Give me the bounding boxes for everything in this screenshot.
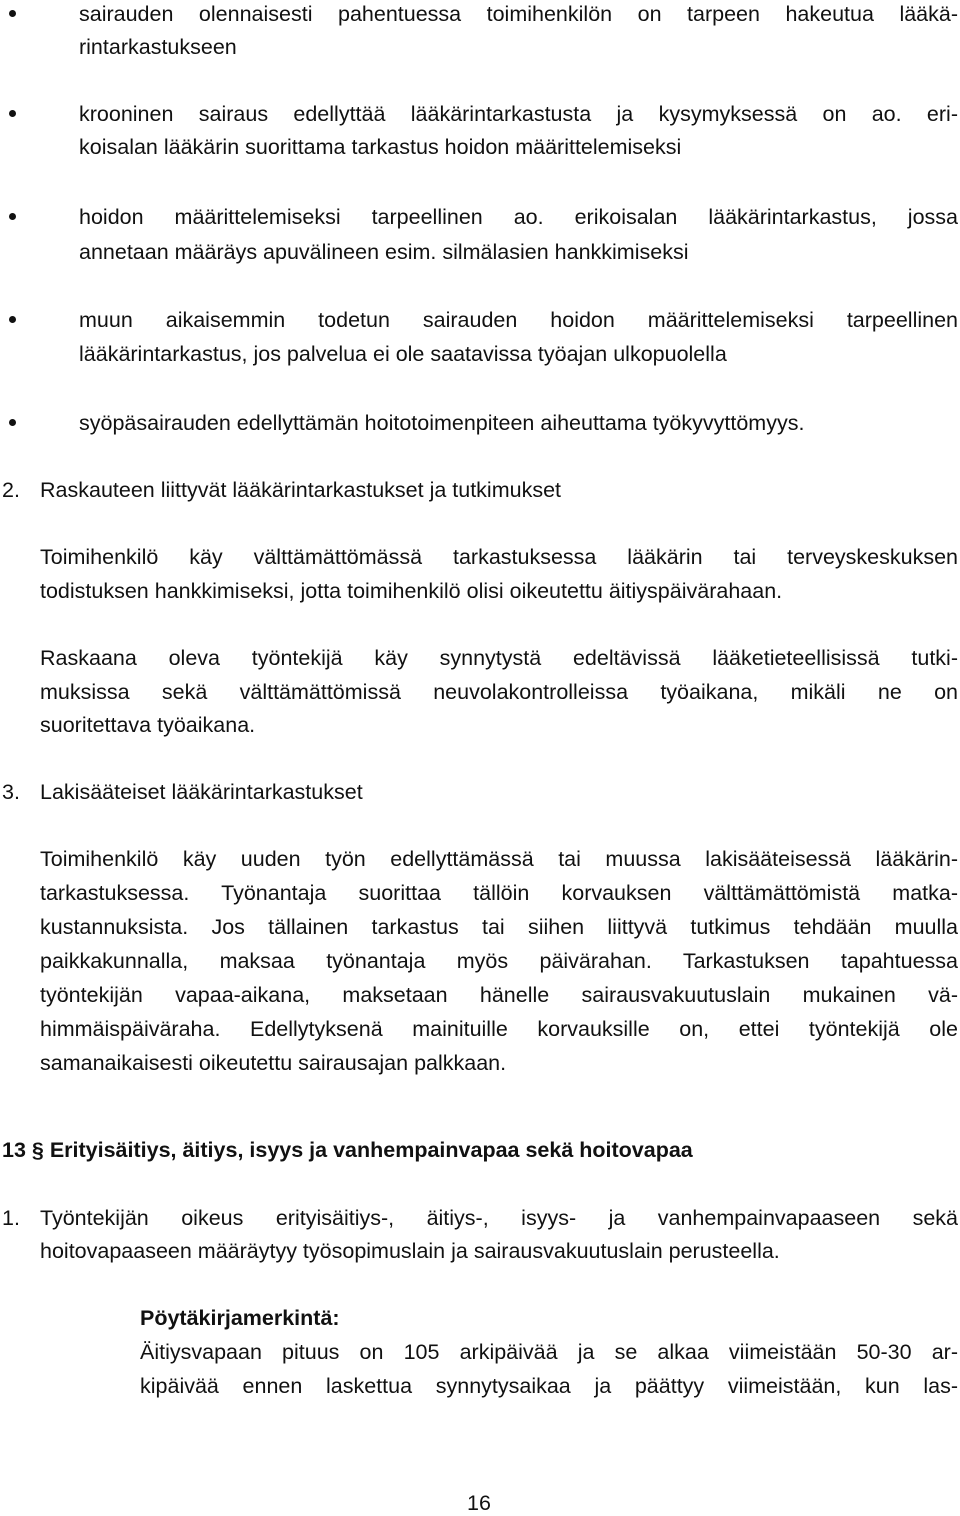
paragraph-line: todistuksen hankkimiseksi, jotta toimihenkilö olisi oikeutettu äitiyspäivärahaan. [40, 579, 783, 603]
section-heading: Lakisääteiset lääkärintarkastukset [40, 780, 363, 804]
bullet-line: hoidon määrittelemiseksi tarpeellinen ao. erikoisalan lääkärintarkastus, jossa [79, 205, 958, 229]
paragraph-line: muksissa sekä välttämättömissä neuvolakontrolleissa työaikana, mikäli ne on [40, 680, 958, 704]
paragraph-line: samanaikaisesti oikeutettu sairausajan palkkaan. [40, 1051, 507, 1075]
bullet-icon [9, 213, 16, 220]
bullet-line: lääkärintarkastus, jos palvelua ei ole saatavissa työajan ulkopuolella [79, 342, 727, 366]
bullet-line: sairauden olennaisesti pahentuessa toimihenkilön on tarpeen hakeutua lääkä- [79, 2, 958, 26]
item-number: 1. [2, 1206, 20, 1230]
note-line: Äitiysvapaan pituus on 105 arkipäivää ja se alkaa viimeistään 50-30 ar- [140, 1340, 958, 1364]
paragraph-line: Työntekijän oikeus erityisäitiys-, äitiys-, isyys- ja vanhempainvapaaseen sekä [40, 1206, 958, 1230]
section-heading: Raskauteen liittyvät lääkärintarkastukset ja tutkimukset [40, 478, 562, 502]
chapter-heading: 13 § Erityisäitiys, äitiys, isyys ja vanhempainvapaa sekä hoitovapaa [2, 1138, 693, 1162]
paragraph-line: Toimihenkilö käy uuden työn edellyttämässä tai muussa lakisääteisessä lääkärin- [40, 847, 958, 871]
note-label: Pöytäkirjamerkintä: [140, 1306, 340, 1330]
paragraph-line: suoritettava työaikana. [40, 713, 256, 737]
bullet-icon [9, 110, 16, 117]
bullet-line: rintarkastukseen [79, 35, 237, 59]
bullet-line: muun aikaisemmin todetun sairauden hoidon määrittelemiseksi tarpeellinen [79, 308, 958, 332]
note-line: kipäivää ennen laskettua synnytysaikaa ja päättyy viimeistään, kun las- [140, 1374, 958, 1398]
paragraph-line: Raskaana oleva työntekijä käy synnytystä edeltävissä lääketieteellisissä tutki- [40, 646, 958, 670]
page-number: 16 [467, 1491, 491, 1515]
paragraph-line: tarkastuksessa. Työnantaja suorittaa tällöin korvauksen välttämättömistä matka- [40, 881, 958, 905]
paragraph-line: himmäispäiväraha. Edellytyksenä mainituille korvauksille on, ettei työntekijä ole [40, 1017, 958, 1041]
section-number: 2. [2, 478, 20, 502]
section-number: 3. [2, 780, 20, 804]
bullet-line: koisalan lääkärin suorittama tarkastus hoidon määrittelemiseksi [79, 135, 682, 159]
bullet-line: annetaan määräys apuvälineen esim. silmälasien hankkimiseksi [79, 240, 689, 264]
bullet-icon [9, 10, 16, 17]
bullet-icon [9, 419, 16, 426]
paragraph-line: hoitovapaaseen määräytyy työsopimuslain ja sairausvakuutuslain perusteella. [40, 1239, 780, 1263]
paragraph-line: kustannuksista. Jos tällainen tarkastus tai siihen liittyvä tutkimus tehdään muulla [40, 915, 958, 939]
paragraph-line: Toimihenkilö käy välttämättömässä tarkastuksessa lääkärin tai terveyskeskuksen [40, 545, 958, 569]
paragraph-line: paikkakunnalla, maksaa työnantaja myös päivärahan. Tarkastuksen tapahtuessa [40, 949, 958, 973]
bullet-line: syöpäsairauden edellyttämän hoitotoimenpiteen aiheuttama työkyvyttömyys. [79, 411, 805, 435]
bullet-line: krooninen sairaus edellyttää lääkärintarkastusta ja kysymyksessä on ao. eri- [79, 102, 958, 126]
paragraph-line: työntekijän vapaa-aikana, maksetaan hänelle sairausvakuutuslain mukainen vä- [40, 983, 958, 1007]
bullet-icon [9, 316, 16, 323]
